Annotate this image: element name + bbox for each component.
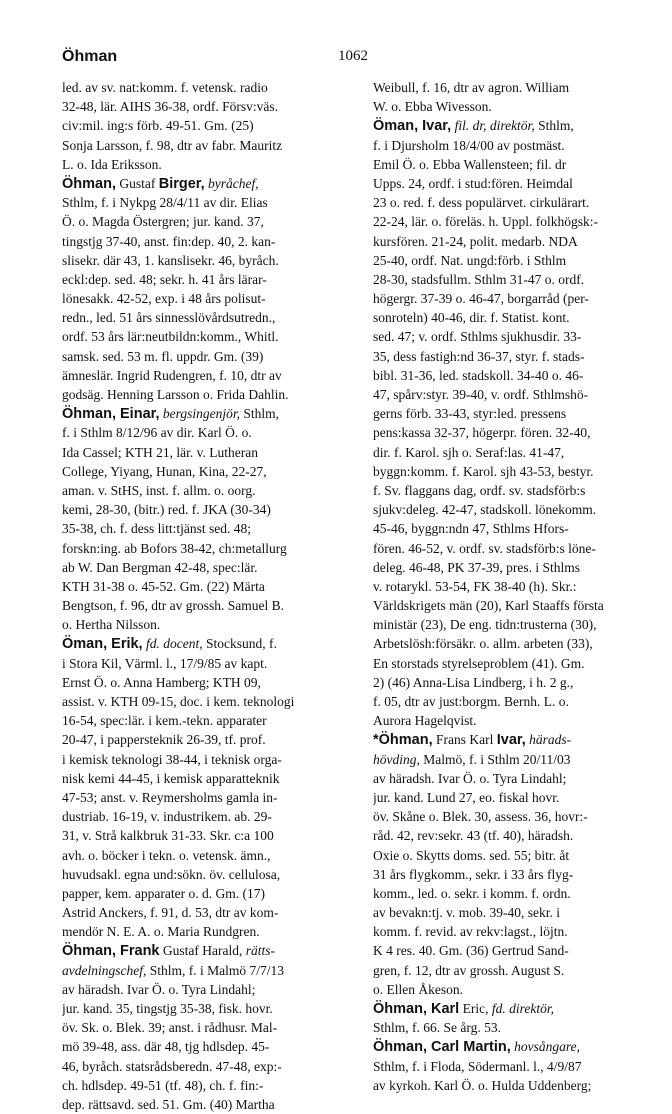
entry-text: Sthlm, f. i Floda, Södermanl. l., 4/9/87	[373, 1058, 582, 1074]
entry-text: Sonja Larsson, f. 98, dtr av fabr. Mauritz	[62, 137, 283, 153]
entry-text: ordf. 53 års lär:neutbildn:komm., Whitl.	[62, 329, 279, 345]
text-line	[62, 78, 334, 97]
text-line	[62, 750, 334, 769]
entry-text: KTH 31-38 o. 45-52. Gm. (22) Märta	[62, 578, 265, 594]
entry-text: byggn:komm. f. Karol. sjh 43-53, bestyr.	[373, 463, 594, 479]
entry-text: jur. kand. 35, tingstjg 35-38, fisk. hovr.	[62, 1001, 273, 1016]
entry-text: öv. Sk. o. Blek. 39; anst. i rådhusr. Mal-	[62, 1020, 278, 1036]
text-line	[373, 193, 643, 212]
entry-name: Birger,	[158, 175, 205, 192]
entry-text: papper, kem. apparater o. d. Gm. (17)	[62, 885, 266, 901]
right-column	[373, 78, 643, 1095]
entry-text: av bevakn:tj. v. mob. 39-40, sekr. i	[373, 905, 560, 921]
entry-name: Öhman,	[62, 175, 116, 192]
text-line	[62, 1037, 334, 1056]
text-line	[62, 769, 334, 788]
entry-text: Ö. o. Magda Östergren; jur. kand. 37,	[62, 214, 264, 230]
text-line	[62, 903, 334, 922]
page-number: 1062	[338, 48, 368, 64]
text-line	[373, 884, 643, 903]
text-line	[373, 251, 643, 270]
text-line	[373, 865, 643, 884]
text-line	[373, 1037, 643, 1056]
entry-text: 47-53; anst. v. Reymersholms gamla in-	[62, 789, 278, 805]
entry-title: hövding,	[373, 751, 420, 767]
text-line	[62, 634, 334, 653]
entry-text: o. Hertha Nilsson.	[62, 617, 161, 633]
entry-text: Sthlm, f. i Nykpg 28/4/11 av dir. Elias	[62, 195, 268, 211]
entry-name: *Öhman,	[373, 732, 433, 749]
entry-text: Stocksund, f.	[202, 636, 277, 652]
entry-text: f. i Sthlm 8/12/96 av dir. Karl Ö. o.	[62, 425, 252, 441]
text-line	[62, 404, 334, 423]
entry-text: 25-40, ordf. Nat. ungd:förb. i Sthlm	[373, 252, 567, 268]
text-line	[62, 500, 334, 519]
entry-text: Sthlm,	[534, 118, 574, 134]
text-line	[373, 462, 643, 481]
text-line	[62, 846, 334, 865]
text-line	[373, 232, 643, 251]
entry-text: o. Ellen Åkeson.	[373, 981, 463, 997]
entry-text: Arbetslösh:försäkr. o. allm. arbeten (33),	[373, 636, 593, 652]
text-line	[373, 1018, 643, 1037]
text-line	[62, 97, 334, 116]
text-line	[62, 443, 334, 462]
entry-title: bergsingenjör,	[162, 406, 240, 422]
text-line	[373, 308, 643, 327]
text-line	[373, 577, 643, 596]
entry-text: Weibull, f. 16, dtr av agron. William	[373, 80, 570, 95]
entry-text: sjukv:deleg. 42-47, stadskoll. lönekomm.	[373, 502, 597, 518]
text-line	[373, 174, 643, 193]
entry-text: av kyrkoh. Karl Ö. o. Hulda Uddenberg;	[373, 1077, 592, 1093]
entry-text: kursfören. 21-24, polit. medarb. NDA	[373, 233, 578, 249]
text-line	[373, 941, 643, 960]
text-line	[62, 615, 334, 634]
page-header	[62, 48, 644, 70]
text-line	[62, 481, 334, 500]
entry-text: 35, dess fastigh:nd 36-37, styr. f. stads-	[373, 348, 585, 364]
entry-text: Gustaf	[115, 175, 159, 191]
entry-text: Bengtson, f. 96, dtr av grossh. Samuel B.	[62, 598, 284, 614]
entry-text: W. o. Ebba Wivesson.	[373, 99, 492, 115]
text-line	[373, 730, 643, 749]
text-line	[62, 999, 334, 1018]
text-line	[373, 692, 643, 711]
text-line	[62, 980, 334, 999]
text-line	[373, 404, 643, 423]
entry-text: K 4 res. 40. Gm. (36) Gertrud Sand-	[373, 943, 569, 959]
text-line	[62, 692, 334, 711]
entry-text: 31, v. Strå kalkbruk 31-33. Skr. c:a 100	[62, 828, 274, 844]
entry-text: högergr. 37-39 o. 46-47, borgarråd (per-	[373, 291, 589, 307]
entry-text: ab W. Dan Bergman 42-48, spec:lär.	[62, 559, 258, 575]
entry-text: v. rotarykl. 53-54, FK 38-40 (h). Skr.:	[373, 578, 577, 594]
text-line	[62, 193, 334, 212]
text-line	[62, 1018, 334, 1037]
entry-text: Eric,	[459, 1001, 492, 1016]
entry-text: tingstjg 37-40, anst. fin:dep. 40, 2. kan-	[62, 233, 276, 249]
entry-text: gerns förb. 33-43, styr:led. pressens	[373, 406, 567, 422]
entry-text: dustriab. 16-19, v. industrikem. ab. 29-	[62, 809, 272, 825]
text-line	[62, 519, 334, 538]
text-line	[62, 577, 334, 596]
entry-text: i kemisk teknologi 38-44, i teknisk orga-	[62, 751, 282, 767]
entry-name: Öman, Erik,	[62, 636, 143, 653]
text-line	[373, 519, 643, 538]
entry-text: råd. 42, rev:sekr. 43 (tf. 40), häradsh.	[373, 828, 574, 844]
entry-title: byråchef,	[208, 175, 259, 191]
entry-text: deleg. 46-48, PK 37-39, pres. i Sthlms	[373, 559, 580, 575]
entry-name: Öhman, Frank	[62, 943, 160, 960]
entry-text: 20-47, i pappersteknik 26-39, tf. prof.	[62, 732, 266, 748]
entry-text: komm., led. o. sekr. i komm. f. ordn.	[373, 885, 571, 901]
text-line	[373, 826, 643, 845]
text-line	[373, 1076, 643, 1095]
text-line	[373, 903, 643, 922]
entry-title: hovsångare,	[514, 1039, 581, 1055]
text-line	[62, 558, 334, 577]
text-line	[373, 116, 643, 135]
entry-title: fd. docent,	[145, 636, 203, 652]
entry-text: 22-24, lär. o. föreläs. h. Uppl. folkhögsk:-	[373, 214, 598, 230]
entry-text: i Stora Kil, Värml. l., 17/9/85 av kapt.	[62, 655, 268, 671]
entry-text: mö 39-48, ass. där 48, tjg hdlsdep. 45-	[62, 1039, 270, 1055]
entry-text: 2) (46) Anna-Lisa Lindberg, i h. 2 g.,	[373, 674, 574, 690]
text-line	[62, 961, 334, 980]
entry-text: 35-38, ch. f. dess litt:tjänst sed. 48;	[62, 521, 251, 537]
entry-text: fören. 46-52, v. ordf. sv. stadsförb:s löne-	[373, 540, 596, 556]
text-line	[62, 347, 334, 366]
text-line	[62, 232, 334, 251]
entry-name: Öman, Ivar,	[373, 118, 452, 135]
entry-text: Upps. 24, ordf. i stud:fören. Heimdal	[373, 175, 573, 191]
entry-title: härads-	[529, 732, 572, 748]
entry-text: f. i Djursholm 18/4/00 av postmäst.	[373, 137, 565, 153]
entry-text: dep. rättsavd. sed. 51. Gm. (40) Martha	[62, 1096, 275, 1112]
text-line	[373, 212, 643, 231]
entry-text: 16-54, spec:lär. i kem.-tekn. apparater	[62, 713, 267, 729]
entry-text: redn., led. 51 års sinnesslövårdsutredn.,	[62, 310, 276, 326]
text-line	[373, 922, 643, 941]
text-line	[373, 327, 643, 346]
entry-text: ämneslär. Ingrid Rudengren, f. 10, dtr av	[62, 367, 282, 383]
text-line	[62, 212, 334, 231]
text-line	[373, 999, 643, 1018]
entry-text: assist. v. KTH 09-15, doc. i kem. teknologi	[62, 694, 295, 709]
text-line	[62, 922, 334, 941]
entry-name: Ivar,	[496, 732, 526, 749]
text-line	[62, 865, 334, 884]
text-line	[373, 385, 643, 404]
text-line	[373, 980, 643, 999]
text-line	[62, 174, 334, 193]
text-line	[373, 366, 643, 385]
text-line	[373, 596, 643, 615]
entry-text: eckl:dep. sed. 48; sekr. h. 41 års lärar-	[62, 271, 267, 287]
entry-name: Öhman, Carl Martin,	[373, 1039, 511, 1056]
text-line	[373, 558, 643, 577]
text-line	[62, 1076, 334, 1095]
text-line	[62, 308, 334, 327]
text-line	[373, 97, 643, 116]
entry-text: Frans Karl	[432, 732, 497, 748]
entry-text: 32-48, lär. AIHS 36-38, ordf. Försv:väs.	[62, 99, 278, 115]
entry-title: fil. dr, direktör,	[454, 118, 535, 134]
entry-text: 28-30, stadsfullm. Sthlm 31-47 o. ordf.	[373, 271, 585, 287]
entry-text: Malmö, f. i Sthlm 20/11/03	[419, 751, 571, 767]
text-line	[62, 251, 334, 270]
entry-text: aman. v. StHS, inst. f. allm. o. oorg.	[62, 482, 256, 498]
entry-text: jur. kand. Lund 27, eo. fiskal hovr.	[373, 789, 560, 805]
entry-text: En storstads styrelseproblem (41). Gm.	[373, 655, 585, 671]
entry-text: L. o. Ida Eriksson.	[62, 156, 162, 172]
text-line	[62, 596, 334, 615]
entry-text: f. Sv. flaggans dag, ordf. sv. stadsförb:s	[373, 482, 586, 498]
text-line	[62, 366, 334, 385]
text-line	[62, 1057, 334, 1076]
entry-text: gren, f. 12, dtr av grossh. August S.	[373, 962, 565, 978]
running-head: Öhman	[62, 48, 118, 65]
entry-title: rätts-	[245, 943, 275, 959]
entry-text: kemi, 28-30, (bitr.) red. f. JKA (30-34)	[62, 502, 271, 518]
entry-text: f. 05, dtr av just:borgm. Bernh. L. o.	[373, 694, 569, 709]
text-line	[62, 941, 334, 960]
text-line	[373, 750, 643, 769]
entry-text: Sthlm,	[240, 406, 280, 422]
entry-text: slisekr. där 43, 1. kanslisekr. 46, byråch.	[62, 252, 279, 268]
text-line	[373, 443, 643, 462]
left-column	[62, 78, 334, 1114]
entry-text: sed. 47; v. ordf. Sthlms sjukhusdir. 33-	[373, 329, 582, 345]
text-line	[62, 116, 334, 135]
entry-text: ch. hdlsdep. 49-51 (tf. 48), ch. f. fin:-	[62, 1077, 264, 1093]
entry-text: Astrid Anckers, f. 91, d. 53, dtr av kom-	[62, 905, 279, 921]
text-line	[62, 462, 334, 481]
text-line	[373, 136, 643, 155]
entry-text: avh. o. böcker i tekn. o. vetensk. ämn.,	[62, 847, 271, 863]
entry-name: Öhman, Karl	[373, 1001, 460, 1017]
text-line	[373, 615, 643, 634]
text-line	[373, 673, 643, 692]
entry-text: pens:kassa 32-37, högerpr. fören. 32-40,	[373, 425, 591, 441]
entry-text: Oxie o. Skytts doms. sed. 55; bitr. åt	[373, 847, 570, 863]
text-line	[62, 673, 334, 692]
text-line	[373, 807, 643, 826]
text-line	[373, 78, 643, 97]
text-line	[62, 155, 334, 174]
text-line	[373, 347, 643, 366]
entry-text: sonroteln) 40-46, dir. f. Statist. kont.	[373, 310, 570, 326]
text-line	[373, 423, 643, 442]
text-line	[373, 500, 643, 519]
entry-text: av häradsh. Ivar Ö. o. Tyra Lindahl;	[373, 770, 567, 786]
entry-text: 31 års flygkomm., sekr. i 33 års flyg-	[373, 866, 574, 882]
text-line	[373, 481, 643, 500]
entry-text: samsk. sed. 53 m. fl. uppdr. Gm. (39)	[62, 348, 264, 364]
entry-text: huvudsakl. egna und:sökn. öv. cellulosa,	[62, 866, 281, 882]
entry-text: godsäg. Henning Larsson o. Frida Dahlin.	[62, 387, 289, 402]
entry-text: Ernst Ö. o. Anna Hamberg; KTH 09,	[62, 674, 261, 690]
text-line	[373, 769, 643, 788]
text-line	[373, 634, 643, 653]
entry-text: forskn:ing. ab Bofors 38-42, ch:metallurg	[62, 540, 287, 556]
text-line	[62, 826, 334, 845]
text-line	[62, 730, 334, 749]
text-line	[373, 155, 643, 174]
text-line	[373, 961, 643, 980]
entry-text: lönesakk. 42-52, exp. i 48 års polisut-	[62, 291, 266, 307]
text-line	[373, 539, 643, 558]
entry-text: 47, spårv:styr. 39-40, v. ordf. Sthlmshö-	[373, 387, 589, 402]
text-line	[373, 846, 643, 865]
text-line	[62, 711, 334, 730]
text-line	[62, 788, 334, 807]
entry-text: Emil Ö. o. Ebba Wallensteen; fil. dr	[373, 156, 567, 172]
entry-title: avdelningschef,	[62, 962, 147, 978]
text-line	[62, 289, 334, 308]
entry-text: Sthlm, f. i Malmö 7/7/13	[146, 962, 284, 978]
entry-title: fd. direktör,	[491, 1001, 554, 1016]
text-line	[373, 711, 643, 730]
entry-text: mendör N. E. A. o. Maria Rundgren.	[62, 924, 260, 940]
text-line	[62, 654, 334, 673]
entry-text: Gustaf Harald,	[159, 943, 246, 959]
entry-text: öv. Skåne o. Blek. 30, assess. 36, hovr:-	[373, 809, 588, 825]
text-line	[373, 1057, 643, 1076]
entry-text: bibl. 31-36, led. stadskoll. 34-40 o. 46-	[373, 367, 584, 383]
entry-text: civ:mil. ing:s förb. 49-51. Gm. (25)	[62, 118, 254, 134]
entry-text: komm. f. revid. av rekv:lagst., löjtn.	[373, 924, 568, 940]
entry-text: av häradsh. Ivar Ö. o. Tyra Lindahl;	[62, 981, 256, 997]
entry-text: 45-46, byggn:ndn 47, Sthlms Hfors-	[373, 521, 569, 537]
entry-text: nisk kemi 44-45, i kemisk apparatteknik	[62, 770, 280, 786]
text-line	[62, 270, 334, 289]
entry-text: dir. f. Karol. sjh o. Seraf:las. 41-47,	[373, 444, 565, 460]
text-line	[62, 884, 334, 903]
text-line	[62, 327, 334, 346]
text-line	[62, 136, 334, 155]
entry-text: Sthlm, f. 66. Se årg. 53.	[373, 1020, 501, 1036]
text-line	[62, 807, 334, 826]
entry-text: 46, byråch. statsrådsberedn. 47-48, exp:-	[62, 1058, 282, 1074]
text-line	[62, 539, 334, 558]
text-line	[62, 1095, 334, 1114]
entry-text: Världskrigets män (20), Karl Staaffs första	[373, 598, 604, 614]
text-line	[373, 788, 643, 807]
text-line	[62, 385, 334, 404]
entry-text: College, Yiyang, Hunan, Kina, 22-27,	[62, 463, 267, 479]
entry-text: led. av sv. nat:komm. f. vetensk. radio	[62, 80, 268, 95]
entry-text: Ida Cassel; KTH 21, lär. v. Lutheran	[62, 444, 258, 460]
text-line	[62, 423, 334, 442]
entry-text: Aurora Hagelqvist.	[373, 713, 477, 729]
text-line	[373, 654, 643, 673]
entry-name: Öhman, Einar,	[62, 406, 160, 423]
entry-text: ministär (23), De eng. tidn:trusterna (30),	[373, 617, 597, 633]
entry-text: 23 o. red. f. dess populärvet. cirkulärart.	[373, 195, 590, 211]
text-line	[373, 289, 643, 308]
text-line	[373, 270, 643, 289]
